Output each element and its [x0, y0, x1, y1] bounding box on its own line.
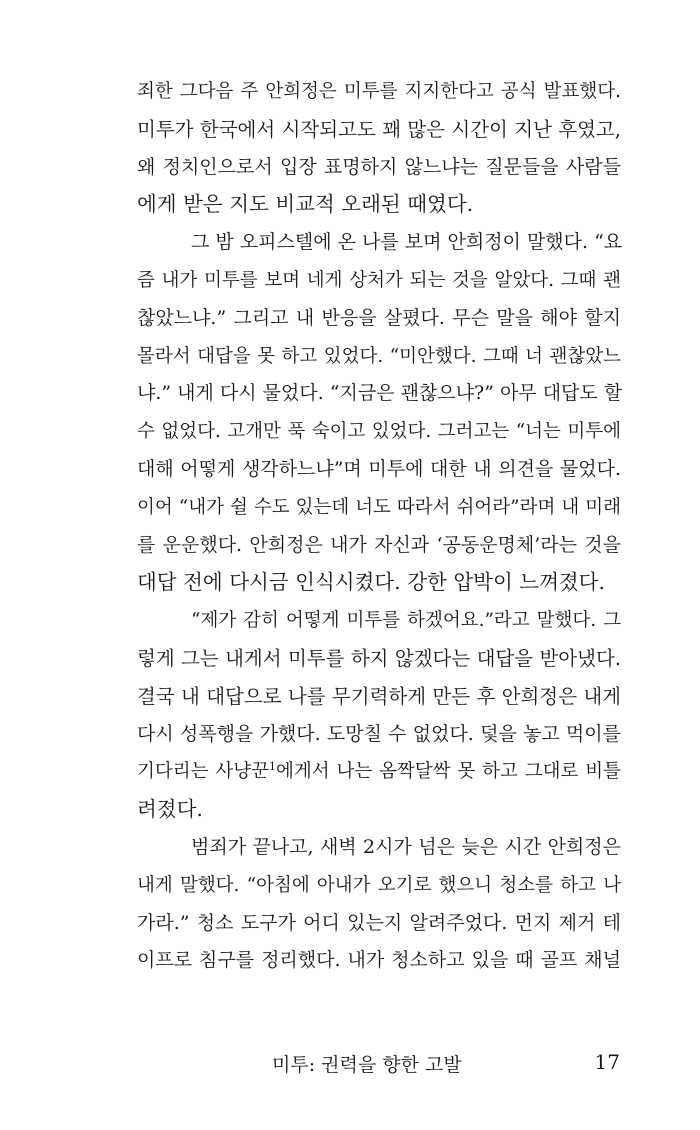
text-line [137, 451, 621, 489]
line-text: 다시 성폭행을 가했다. 도망칠 수 없었다. 덫을 놓고 먹이를 [137, 722, 621, 745]
footnote-marker: 1 [268, 760, 276, 774]
text-line [137, 867, 621, 905]
line-text: 려졌다. [137, 797, 203, 822]
line-text: 죄한 그다음 주 안희정은 미투를 지지한다고 공식 발표했다. [137, 81, 621, 102]
line-text-continued: 에게서 나는 옴짝달싹 못 하고 그대로 비틀 [275, 761, 621, 783]
line-text: 내게 말했다. “아침에 아내가 오기로 했으니 청소를 하고 나 [137, 874, 621, 896]
text-line [137, 905, 621, 943]
line-text: 미투가 한국에서 시작되고도 꽤 많은 시간이 지난 후였고, [137, 117, 621, 141]
line-text: 에게 받은 지도 비교적 오래된 때였다. [137, 192, 474, 217]
text-line [137, 262, 621, 300]
text-line [137, 338, 621, 376]
text-line [137, 716, 621, 754]
running-title: 미투: 권력을 향한 고발 [272, 1054, 462, 1076]
text-line [137, 527, 621, 565]
text-line [137, 224, 621, 262]
text-line [137, 564, 621, 602]
text-line [137, 942, 621, 980]
page-footer [0, 1050, 700, 1080]
body-text [137, 73, 621, 980]
line-text: 몰라서 대답을 못 하고 있었다. “미안했다. 그때 너 괜찮았느 [137, 345, 621, 367]
line-text: 결국 내 대답으로 나를 무기력하게 만든 후 안희정은 내게 [137, 684, 621, 708]
line-text: 찮았느냐.” 그리고 내 반응을 살폈다. 무슨 말을 해야 할지 [137, 306, 621, 329]
text-line [137, 678, 621, 716]
text-line [137, 602, 621, 640]
line-text: 그 밤 오피스텔에 온 나를 보며 안희정이 말했다. “요 [191, 231, 623, 254]
text-line [137, 640, 621, 678]
text-line [137, 375, 621, 413]
line-text: 왜 정치인으로서 입장 표명하지 않느냐는 질문들을 사람들 [137, 155, 621, 178]
line-text: 이어 “내가 쉴 수도 있는데 너도 따라서 쉬어라”라며 내 미래 [137, 496, 621, 518]
text-line [137, 413, 621, 451]
line-text: 가라.” 청소 도구가 어디 있는지 알려주었다. 먼지 제거 테 [137, 911, 621, 934]
text-line [137, 753, 621, 791]
text-line [137, 186, 621, 224]
line-text: 대해 어떻게 생각하느냐”며 미투에 대한 내 의견을 물었다. [137, 457, 621, 480]
page-number: 17 [594, 1050, 620, 1074]
line-text: 를 운운했다. 안희정은 내가 자신과 ‘공동운명체’라는 것을 [137, 533, 621, 556]
line-text: 렇게 그는 내게서 미투를 하지 않겠다는 대답을 받아냈다. [137, 646, 621, 670]
text-line [137, 300, 621, 338]
line-text: 대답 전에 다시금 인식시켰다. 강한 압박이 느껴졌다. [137, 570, 605, 595]
text-line [137, 111, 621, 149]
text-line [137, 489, 621, 527]
line-text: 수 없었다. 고개만 푹 숙이고 있었다. 그러고는 “너는 미투에 [137, 421, 621, 443]
line-text: 범죄가 끝나고, 새벽 2시가 넘은 늦은 시간 안희정은 [191, 835, 621, 858]
line-text: 이프로 침구를 정리했다. 내가 청소하고 있을 때 골프 채널 [137, 949, 621, 972]
text-line [137, 73, 621, 111]
line-text: 기다리는 사냥꾼 [137, 761, 269, 783]
line-text: “제가 감히 어떻게 미투를 하겠어요.”라고 말했다. 그 [191, 610, 621, 632]
line-text: 냐.” 내게 다시 물었다. “지금은 괜찮으냐?” 아무 대답도 할 [137, 382, 623, 405]
text-line [137, 791, 621, 829]
text-line [137, 829, 621, 867]
line-text: 즘 내가 미투를 보며 네게 상처가 되는 것을 알았다. 그때 괜 [137, 269, 621, 291]
text-line [137, 149, 621, 187]
